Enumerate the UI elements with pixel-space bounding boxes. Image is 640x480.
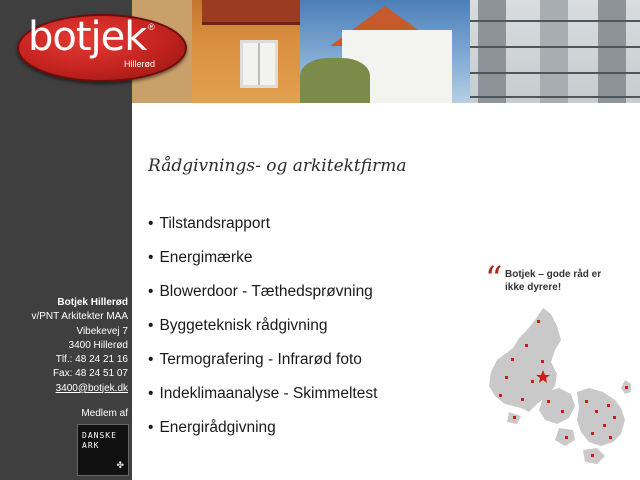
header-photo-villa bbox=[300, 0, 470, 103]
contact-city: 3400 Hillerød bbox=[68, 339, 128, 351]
contact-company: v/PNT Arkitekter MAA bbox=[31, 311, 128, 323]
map-marker bbox=[547, 400, 550, 403]
map-marker bbox=[595, 410, 598, 413]
map-marker bbox=[585, 400, 588, 403]
service-item[interactable]: • Termografering - Infrarød foto bbox=[148, 351, 362, 368]
membership-label: Medlem af bbox=[81, 408, 128, 419]
map-marker bbox=[613, 416, 616, 419]
service-item[interactable]: • Energirådgivning bbox=[148, 419, 276, 436]
service-item[interactable]: • Tilstandsrapport bbox=[148, 215, 270, 232]
map-marker bbox=[591, 454, 594, 457]
map-marker bbox=[607, 404, 610, 407]
danske-ark-logo[interactable]: DANSKE ARK ✤ bbox=[77, 424, 129, 476]
contact-email-link[interactable]: 3400@botjek.dk bbox=[55, 382, 128, 394]
map-marker bbox=[609, 436, 612, 439]
map-marker bbox=[565, 436, 568, 439]
contact-fax: Fax: 48 24 51 07 bbox=[52, 368, 128, 380]
map-marker bbox=[591, 432, 594, 435]
crown-icon: ✤ bbox=[116, 460, 124, 470]
logo-wordmark[interactable]: botjek bbox=[28, 14, 147, 60]
map-marker bbox=[499, 394, 502, 397]
contact-name: Botjek Hillerød bbox=[57, 297, 128, 308]
map-marker bbox=[505, 376, 508, 379]
logo-area[interactable] bbox=[0, 0, 156, 103]
map-marker bbox=[521, 398, 524, 401]
page-subtitle: Rådgivnings- og arkitektfirma bbox=[148, 156, 407, 176]
header-photo-apartments bbox=[470, 0, 640, 103]
denmark-map bbox=[485, 300, 635, 475]
map-marker bbox=[541, 360, 544, 363]
service-item[interactable]: • Byggeteknisk rådgivning bbox=[148, 317, 328, 334]
logo-location: Hillerød bbox=[124, 59, 156, 69]
map-marker bbox=[603, 424, 606, 427]
slogan-quote: Botjek – gode råd er ikke dyrere! bbox=[505, 269, 602, 293]
map-marker bbox=[525, 344, 528, 347]
service-item[interactable]: • Indeklimaanalyse - Skimmeltest bbox=[148, 385, 378, 402]
quote-mark-icon: “ bbox=[485, 259, 503, 299]
map-marker bbox=[531, 380, 534, 383]
registered-mark: ® bbox=[148, 22, 155, 32]
map-land bbox=[489, 308, 631, 464]
contact-street: Vibekevej 7 bbox=[76, 325, 128, 337]
service-item[interactable]: • Energimærke bbox=[148, 249, 253, 266]
contact-block bbox=[0, 296, 128, 396]
service-item[interactable]: • Blowerdoor - Tæthedsprøvning bbox=[148, 283, 373, 300]
map-marker bbox=[511, 358, 514, 361]
map-marker bbox=[625, 386, 628, 389]
map-marker bbox=[513, 416, 516, 419]
map-marker bbox=[561, 410, 564, 413]
services-list bbox=[148, 215, 377, 453]
map-marker bbox=[537, 320, 540, 323]
contact-phone: Tlf.: 48 24 21 16 bbox=[55, 354, 128, 366]
